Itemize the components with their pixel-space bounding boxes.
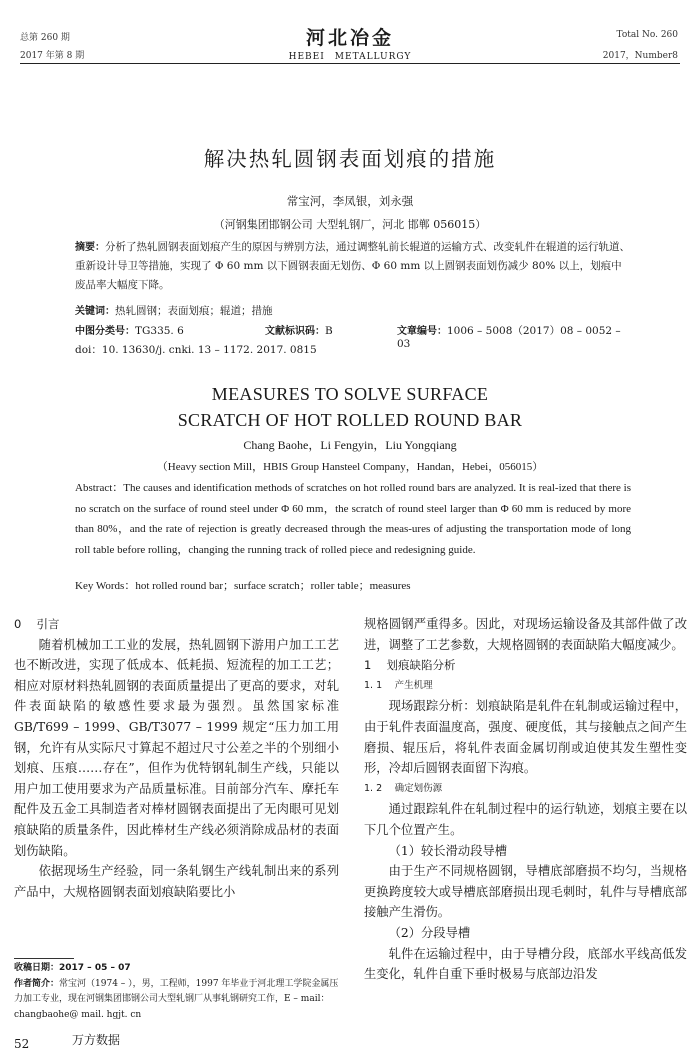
doc-code-label: 文献标识码： (265, 326, 325, 337)
keywords-cn-text: 热轧圆钢；表面划痕；辊道；措施 (115, 305, 273, 317)
abstract-cn (75, 238, 631, 295)
item-2-paragraph: 轧件在运输过程中，由于导槽分段，底部水平线高低发生变化，轧件自重下垂时极易与底部边沿发 (364, 946, 687, 982)
footnote (14, 961, 339, 1023)
abstract-cn-text: 分析了热轧圆钢表面划痕产生的原因与辨别方法，通过调整轧前长辊道的运输方式、改变轧件在辊道的运行轨道、重新设计导卫等措施，实现了 Φ 60 mm 以下圆钢表面无划伤、Φ 60 mm 以上圆钢表面划伤减少 80% 以上，划痕中废品率大幅度下降。 (75, 241, 630, 291)
section-1-2-paragraph: 通过跟踪轧件在轧制过程中的运行轨迹，划痕主要在以下几个位置产生。 (364, 802, 687, 837)
doi: doi：10. 13630/j. cnki. 13 – 1172. 2017. 0815 (75, 344, 317, 356)
journal-name-en: HEBEI METALLURGY (288, 52, 412, 62)
received-date (14, 961, 339, 977)
watermark-wanfang: 万方数据 (72, 1033, 121, 1047)
left-column (14, 614, 339, 902)
abstract-cn-label: 摘要： (75, 242, 105, 253)
issue-total-en: Total No. 260 (616, 30, 678, 40)
affiliation-en: （Heavy section Mill，HBIS Group Hansteel Company，Handan，Hebei，056015） (156, 461, 544, 473)
issue-year-en: 2017，Number8 (602, 51, 678, 61)
journal-logo-cn: 河北冶金 (305, 27, 394, 49)
author-bio-label: 作者简介： (14, 978, 60, 989)
affiliation-cn: （河钢集团邯钢公司 大型轧钢厂，河北 邯郸 056015） (213, 218, 487, 231)
page-number: 52 (14, 1037, 30, 1051)
intro-paragraph-1: 随着机械加工工业的发展，热轧圆钢下游用户加工工艺也不断改进，实现了低成本、低耗损、短流程的加工工艺；相应对原材料热轧圆钢的表面质量提出了更高的要求，对轧件表面缺陷的敏感性要求最为强烈。虽然国家标准 GB/T699 – 1999、GB/T3077 – 1999 规定“压力加工用钢，允许有从实际尺寸算起不超过尺寸公差之半的个别细小划痕、压痕……存在”，但作为优特钢轧制生产线，只能以用户加工使用要求为产品质量标准。目前部分汽车、摩托车配件及五金工具制造者对棒材圆钢表面提出了无肉眼可见划痕缺陷的质量条件，因此棒材生产线必须消除成品材的表面划伤缺陷。 (14, 637, 339, 858)
section-1-1-paragraph: 现场跟踪分析：划痕缺陷是轧件在轧制或运输过程中，由于轧件表面温度高，强度、硬度低，其与接触点之间产生磨损、辊压后，将轧件表面金属切削或迫使其发生塑性变形，冷却后圆钢表面留下沟痕。 (364, 699, 687, 776)
item-2-heading: （2）分段导槽 (388, 925, 471, 940)
keywords-en: Key Words：hot rolled round bar；surface scratch；roller table；measures (75, 580, 411, 592)
doc-code (265, 322, 333, 337)
right-column (364, 614, 687, 985)
section-0-heading: 0 引言 (14, 617, 60, 631)
section-1-heading: 1 划痕缺陷分析 (364, 658, 456, 673)
title-en-line2: SCRATCH OF HOT ROLLED ROUND BAR (177, 410, 523, 430)
item-1-paragraph: 由于生产不同规格圆钢，导槽底部磨损不均匀，当规格更换跨度较大或导槽底部磨损出现毛刺时，轧件与导槽底部接触产生滑伤。 (364, 864, 687, 920)
section-1-2-heading: 1. 2 确定划伤源 (364, 782, 443, 794)
title-en-line1: MEASURES TO SOLVE SURFACE (211, 384, 489, 404)
clc-code (75, 322, 184, 337)
section-1-1-heading: 1. 1 产生机理 (364, 679, 433, 691)
article-no-value: 1006 – 5008（2017）08 – 0052 – 03 (397, 325, 621, 350)
keywords-cn (75, 302, 631, 318)
authors-en: Chang Baohe，Li Fengyin，Liu Yongqiang (243, 438, 457, 452)
authors-cn: 常宝河，李凤银，刘永强 (286, 194, 414, 208)
issue-total-cn: 总第 260 期 (20, 33, 70, 43)
article-no-label: 文章编号： (397, 326, 447, 337)
clc-value: TG335. 6 (135, 325, 184, 337)
clc-label: 中图分类号： (75, 326, 135, 337)
doc-code-value: B (325, 325, 333, 337)
continued-paragraph: 规格圆钢严重得多。因此，对现场运输设备及其部件做了改进，调整了工艺参数，大规格圆钢的表面缺陷大幅度减少。 (364, 617, 687, 652)
received-date-text: 收稿日期：2017 – 05 – 07 (14, 963, 131, 973)
title-cn: 解决热轧圆钢表面划痕的措施 (203, 147, 497, 171)
issue-year-cn: 2017 年第 8 期 (20, 51, 85, 61)
item-1-heading: （1）较长滑动段导槽 (388, 843, 508, 858)
footnote-rule (14, 958, 74, 959)
intro-paragraph-2: 依据现场生产经验，同一条轧钢生产线轧制出来的系列产品中，大规格圆钢表面划痕缺陷要比小 (14, 864, 339, 899)
header-rule (20, 63, 680, 64)
keywords-cn-label: 关键词： (75, 306, 115, 317)
author-bio (14, 977, 339, 1024)
abstract-en: Abstract：The causes and identification methods of scratches on hot rolled round bars are analyzed. It is real-ized that there is no scratch on the surface of round steel under Φ 60 mm，the scratch of round steel larger than Φ 60 mm is reduced by more than 80%，and the rate of rejection is greatly decreased through the meas-ures of adjusting the transportation mode of long roll table before rolling，changing the running track of rolled piece and redesigning guide. (75, 482, 631, 556)
author-bio-text: 常宝河（1974 – ），男，工程师，1997 年毕业于河北理工学院金属压力加工专业，现在河钢集团邯钢公司大型轧钢厂从事轧钢研究工作，E – mail：changbaohe@ mail. hgjt. cn (14, 978, 339, 1020)
